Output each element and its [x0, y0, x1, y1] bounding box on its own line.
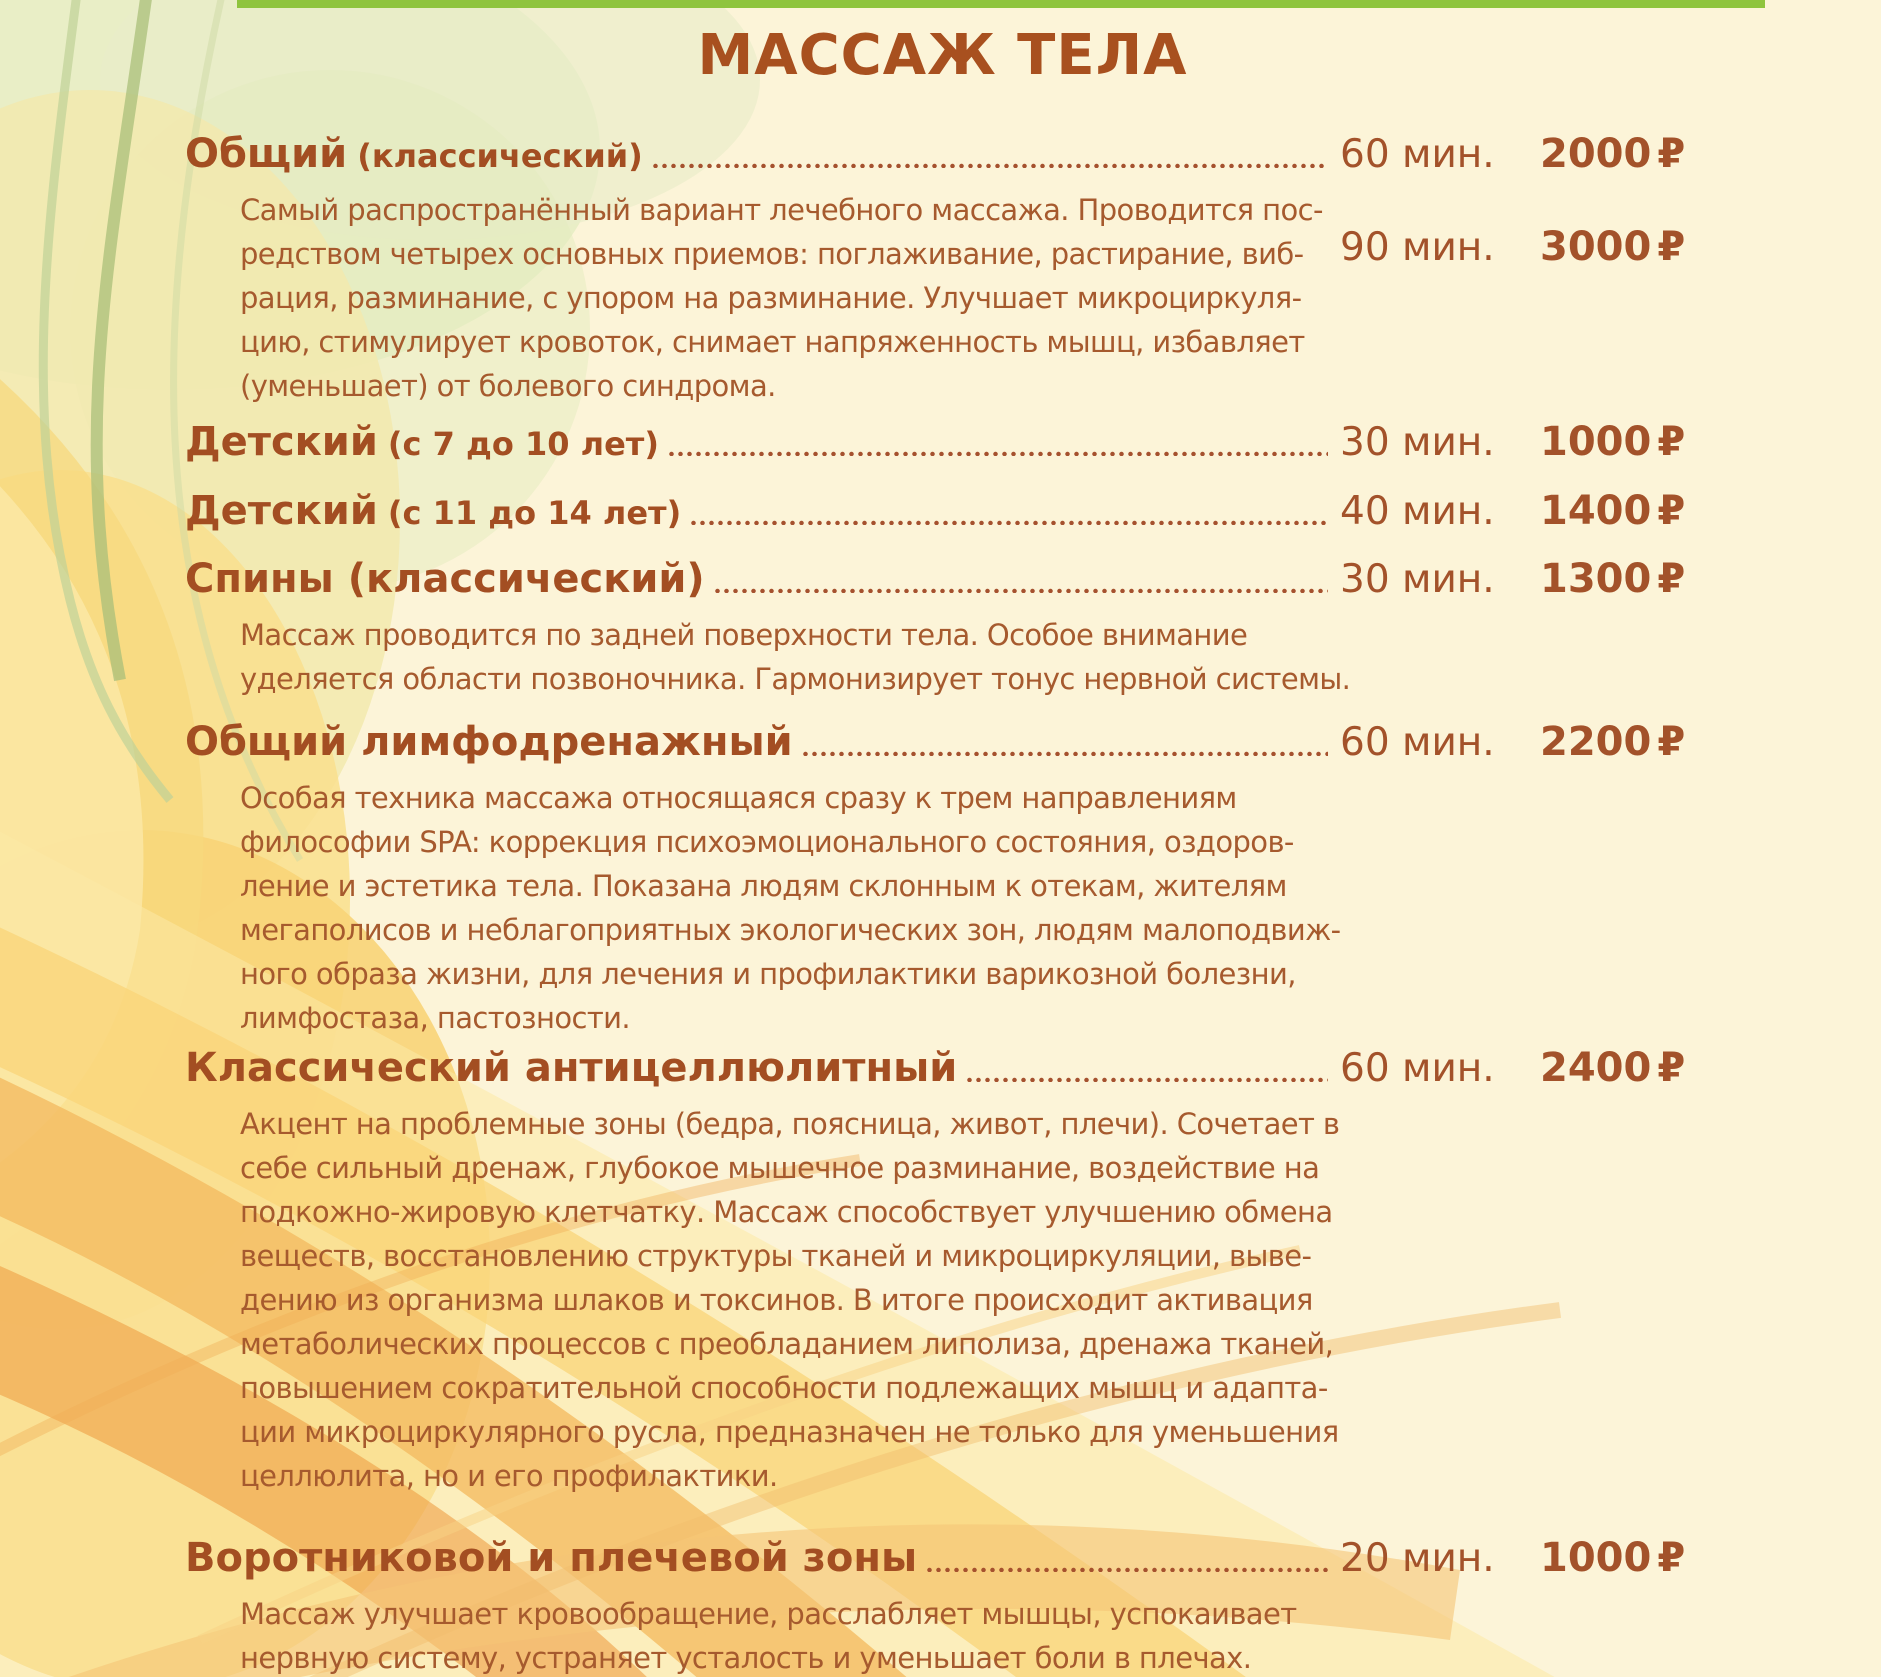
description-line: целлюлита, но и его профилактики. [240, 1459, 778, 1493]
menu-item [185, 126, 1700, 408]
menu-item [185, 414, 1700, 472]
ruble-sign: ₽ [1657, 419, 1686, 465]
price-amount: 1000 [1540, 419, 1652, 465]
item-description [185, 1102, 1700, 1498]
dotted-leader [965, 1076, 1328, 1082]
item-name [185, 551, 705, 609]
item-header [185, 551, 1700, 609]
description-line: себе сильный дренаж, глубокое мышечное разминание, воздействие на [240, 1151, 1320, 1185]
description-line: редством четырех основных приемов: поглаживание, растирание, виб- [240, 237, 1304, 271]
description-line: рация, разминание, с упором на разминание. Улучшает микроциркуля- [240, 281, 1302, 315]
description-line: ции микроциркулярного русла, предназначен не только для уменьшения [240, 1415, 1339, 1449]
description-line: мегаполисов и неблагоприятных экологических зон, людям малоподвиж- [240, 913, 1341, 947]
menu-item [185, 1040, 1700, 1498]
description-line: подкожно-жировую клетчатку. Массаж способствует улучшению обмена [240, 1195, 1333, 1229]
ruble-sign: ₽ [1657, 224, 1686, 270]
price-amount: 1300 [1540, 556, 1652, 602]
item-duration: 90 мин. [1340, 225, 1495, 270]
item-header [185, 483, 1700, 541]
item-description [185, 1592, 1700, 1677]
ruble-sign: ₽ [1657, 1535, 1686, 1581]
menu-content [185, 0, 1700, 1677]
menu-item [185, 483, 1700, 541]
description-line: цию, стимулирует кровоток, снимает напряженность мышц, избавляет [240, 325, 1305, 359]
item-price [1540, 1530, 1700, 1586]
description-line: Особая техника массажа относящаяся сразу к трем направлениям [240, 781, 1237, 815]
description-line: дению из организма шлаков и токсинов. В итоге происходит активация [240, 1283, 1313, 1317]
item-duration: 30 мин. [1340, 557, 1495, 602]
item-name [185, 483, 681, 541]
description-line: Акцент на проблемные зоны (бедра, поясница, живот, плечи). Сочетает в [240, 1107, 1340, 1141]
item-price [1540, 126, 1700, 182]
item-name [185, 414, 659, 472]
item-duration: 20 мин. [1340, 1536, 1495, 1581]
dotted-leader [689, 519, 1328, 525]
ruble-sign: ₽ [1657, 1045, 1686, 1091]
description-line: философии SPA: коррекция психоэмоционального состояния, оздоров- [240, 825, 1294, 859]
dotted-leader [667, 450, 1328, 456]
dotted-leader [651, 162, 1328, 168]
description-line: метаболических процессов с преобладанием липолиза, дренажа тканей, [240, 1327, 1334, 1361]
item-price [1540, 414, 1700, 470]
item-name-main: Детский [185, 488, 378, 534]
menu-item [185, 714, 1700, 1040]
price-amount: 2200 [1540, 719, 1652, 765]
description-line: Массаж проводится по задней поверхности тела. Особое внимание [240, 618, 1248, 652]
item-name-main: Спины (классический) [185, 556, 705, 602]
ruble-sign: ₽ [1657, 719, 1686, 765]
item-price [1540, 483, 1700, 539]
item-duration: 60 мин. [1340, 132, 1495, 177]
description-line: повышением сократительной способности подлежащих мышц и адапта- [240, 1371, 1328, 1405]
item-name-main: Детский [185, 419, 378, 465]
item-price [1540, 551, 1700, 607]
description-line: ного образа жизни, для лечения и профилактики варикозной болезни, [240, 957, 1296, 991]
description-line: лимфостаза, пастозности. [240, 1001, 630, 1035]
ruble-sign: ₽ [1657, 556, 1686, 602]
description-line: веществ, восстановлению структуры тканей и микроциркуляции, выве- [240, 1239, 1312, 1273]
item-name-main: Классический антицеллюлитный [185, 1045, 958, 1091]
item-name [185, 126, 643, 184]
dotted-leader [801, 750, 1328, 756]
page-title: МАССАЖ ТЕЛА [697, 23, 1188, 88]
dotted-leader [925, 1566, 1328, 1572]
description-line: Самый распространённый вариант лечебного массажа. Проводится пос- [240, 193, 1323, 227]
item-price [1540, 224, 1700, 270]
item-header [185, 714, 1700, 772]
item-description [185, 613, 1700, 701]
item-price [1540, 714, 1700, 770]
item-name [185, 714, 793, 772]
price-amount: 2000 [1540, 131, 1652, 177]
price-amount: 1000 [1540, 1535, 1652, 1581]
item-duration: 30 мин. [1340, 420, 1495, 465]
item-name [185, 1530, 917, 1588]
menu-item [185, 1530, 1700, 1677]
item-header [185, 414, 1700, 472]
price-amount: 3000 [1540, 224, 1652, 270]
item-name [185, 1040, 957, 1098]
item-name-note: (с 11 до 14 лет) [387, 494, 682, 532]
item-name-main: Общий лимфодренажный [185, 719, 793, 765]
item-name-main: Воротниковой и плечевой зоны [185, 1535, 918, 1581]
item-duration: 60 мин. [1340, 1046, 1495, 1091]
item-price [1540, 1040, 1700, 1096]
description-line: уделяется области позвоночника. Гармонизирует тонус нервной системы. [240, 662, 1351, 696]
item-name-note: (классический) [357, 137, 643, 175]
price-amount: 1400 [1540, 488, 1652, 534]
ruble-sign: ₽ [1657, 488, 1686, 534]
description-line: (уменьшает) от болевого синдрома. [240, 369, 776, 403]
item-name-note: (с 7 до 10 лет) [387, 425, 659, 463]
description-line: Массаж улучшает кровообращение, расслабляет мышцы, успокаивает [240, 1597, 1297, 1631]
item-header [185, 126, 1700, 184]
item-header [185, 1040, 1700, 1098]
dotted-leader [713, 587, 1328, 593]
ruble-sign: ₽ [1657, 131, 1686, 177]
menu-item [185, 551, 1700, 701]
item-description [185, 776, 1700, 1040]
description-line: нервную систему, устраняет усталость и уменьшает боли в плечах. [240, 1641, 1252, 1675]
item-duration: 60 мин. [1340, 720, 1495, 765]
item-duration: 40 мин. [1340, 489, 1495, 534]
item-name-main: Общий [185, 131, 348, 177]
description-line: ление и эстетика тела. Показана людям склонным к отекам, жителям [240, 869, 1287, 903]
price-amount: 2400 [1540, 1045, 1652, 1091]
item-description [185, 188, 1700, 408]
item-second-option [1340, 224, 1700, 270]
item-header [185, 1530, 1700, 1588]
